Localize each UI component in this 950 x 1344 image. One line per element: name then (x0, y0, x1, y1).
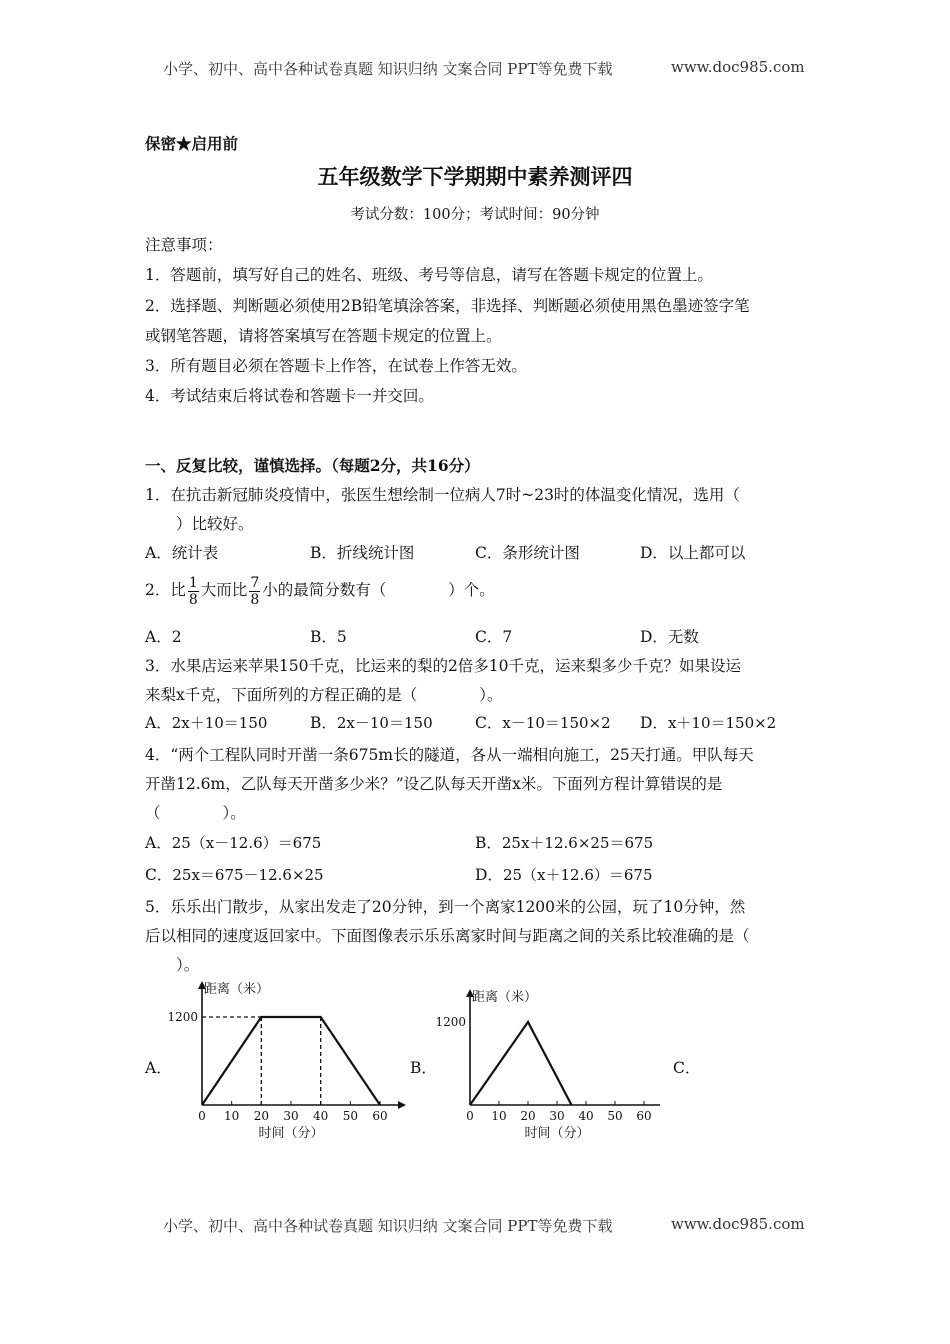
note-item: 3．所有题目必须在答题卡上作答，在试卷上作答无效。 (145, 357, 527, 375)
option-label: A． (145, 834, 172, 852)
equation: 25（x＋12.6）＝675 (502, 866, 653, 884)
chart-a (160, 980, 410, 1150)
q1-option-a[interactable]: A．统计表 (145, 544, 219, 562)
chart-b-x-tick-label: 50 (607, 1109, 623, 1123)
page-title: 五年级数学下学期期中素养测评四 (317, 164, 633, 189)
equation: 25（x－12.6）＝675 (171, 834, 322, 852)
chart-a-x-tick-label: 60 (372, 1109, 388, 1123)
section-heading: 一、反复比较，谨慎选择。（每题2分，共16分） (145, 456, 480, 475)
option-label: D． (640, 714, 668, 732)
q5-option-a[interactable]: A． (145, 1059, 172, 1077)
q4-option-d[interactable] (475, 863, 653, 885)
chart-b-x-axis-label: 时间（分） (524, 1126, 590, 1141)
exam-info: 考试分数：100分；考试时间：90分钟 (350, 207, 600, 223)
option-label: D． (475, 866, 503, 884)
q1-stem: 1．在抗击新冠肺炎疫情中，张医生想绘制一位病人7时~23时的体温变化情况，选用（ (145, 486, 740, 504)
equation: x＋10＝150×2 (667, 714, 777, 732)
q4-stem-cont: （ ）。 (145, 804, 246, 822)
q2-option-a[interactable]: A．2 (145, 628, 182, 646)
q2-text-3: 小的最简分数有（ ）个。 (262, 581, 495, 599)
chart-b-x-tick-label: 30 (549, 1109, 565, 1123)
confidential-label: 保密★启用前 (145, 134, 239, 153)
equation: 2x－10＝150 (336, 714, 433, 732)
chart-a-x-tick-label: 20 (253, 1109, 269, 1123)
q4-stem-cont: 开凿12.6m，乙队每天开凿多少米？”设乙队每天开凿x米。下面列方程计算错误的是 (145, 775, 723, 793)
chart-a-y-tick-label: 1200 (167, 1010, 198, 1024)
q5-option-c[interactable]: C． (673, 1059, 701, 1077)
note-item: 4．考试结束后将试卷和答题卡一并交回。 (145, 387, 434, 405)
chart-b-y-tick-label: 1200 (435, 1015, 466, 1029)
chart-b-x-tick-label: 60 (636, 1109, 652, 1123)
chart-a-x-tick-label: 40 (313, 1109, 329, 1123)
option-label: C． (475, 714, 503, 732)
chart-a-x-tick-label: 0 (198, 1109, 206, 1123)
notes-heading: 注意事项： (145, 236, 223, 254)
option-label: B． (475, 834, 502, 852)
header-url[interactable]: www.doc985.com (671, 58, 805, 76)
header-text: 小学、初中、高中各种试卷真题 知识归纳 文案合同 PPT等免费下载 (163, 60, 613, 78)
chart-b-x-tick-label: 0 (466, 1109, 474, 1123)
chart-b-x-tick-label: 40 (578, 1109, 594, 1123)
fraction-one-eighth (188, 575, 199, 608)
option-label: B． (310, 714, 337, 732)
footer-text: 小学、初中、高中各种试卷真题 知识归纳 文案合同 PPT等免费下载 (163, 1217, 613, 1235)
q5-stem: 5．乐乐出门散步，从家出发走了20分钟，到一个离家1200米的公园，玩了10分钟，然 (145, 898, 746, 916)
frac1-denominator: 8 (188, 591, 198, 608)
q4-stem: 4．“两个工程队同时开凿一条675m长的隧道，各从一端相向施工，25天打通。甲队每天 (145, 746, 754, 764)
q4-option-b[interactable] (475, 831, 653, 853)
chart-a-y-axis-label: 距离（米） (204, 982, 270, 997)
q5-option-b[interactable]: B． (410, 1059, 437, 1077)
q1-stem-cont: ）比较好。 (176, 515, 254, 533)
q2-option-b[interactable]: B．5 (310, 628, 347, 646)
frac2-numerator: 7 (250, 574, 260, 591)
option-label: A． (145, 714, 172, 732)
q2-text-1: 2．比 (145, 581, 186, 599)
equation: 25x＝675－12.6×25 (172, 866, 324, 884)
footer-url[interactable]: www.doc985.com (671, 1215, 805, 1233)
q3-option-a[interactable] (145, 711, 267, 733)
note-item: 或钢笔答题，请将答案填写在答题卡规定的位置上。 (145, 327, 502, 345)
chart-b-series-line (470, 1022, 572, 1105)
q3-option-b[interactable] (310, 711, 433, 733)
equation: 25x＋12.6×25＝675 (501, 834, 654, 852)
chart-a-x-tick-label: 30 (283, 1109, 299, 1123)
q2-stem (145, 568, 495, 612)
chart-a-x-axis-arrow (398, 1101, 406, 1109)
chart-b-x-tick-label: 10 (491, 1109, 507, 1123)
q2-option-c[interactable]: C．7 (475, 628, 513, 646)
frac2-denominator: 8 (250, 591, 260, 608)
equation: 2x＋10＝150 (171, 714, 268, 732)
fraction-seven-eighths (249, 575, 260, 608)
chart-b-y-axis-label: 距离（米） (472, 990, 538, 1005)
chart-a-plot (167, 981, 406, 1141)
equation: x－10＝150×2 (502, 714, 611, 732)
chart-a-x-tick-label: 10 (224, 1109, 240, 1123)
q4-option-a[interactable] (145, 831, 321, 853)
q3-option-d[interactable] (640, 711, 776, 733)
chart-b-x-tick-label: 20 (520, 1109, 536, 1123)
q2-text-2: 大而比 (200, 581, 248, 599)
q5-stem-cont: 后以相同的速度返回家中。下面图像表示乐乐离家时间与距离之间的关系比较准确的是（ (145, 927, 750, 945)
chart-a-x-axis-label: 时间（分） (258, 1126, 324, 1141)
q3-stem-cont: 来梨x千克，下面所列的方程正确的是（ ）。 (145, 686, 503, 704)
q5-stem-cont: ）。 (176, 956, 200, 974)
q1-option-c[interactable]: C．条形统计图 (475, 544, 580, 562)
note-item: 2．选择题、判断题必须使用2B铅笔填涂答案，非选择、判断题必须使用黑色墨迹签字笔 (145, 297, 750, 315)
note-item: 1．答题前，填写好自己的姓名、班级、考号等信息，请写在答题卡规定的位置上。 (145, 266, 713, 284)
chart-a-x-tick-label: 50 (342, 1109, 358, 1123)
q2-option-d[interactable]: D．无数 (640, 628, 699, 646)
q1-option-b[interactable]: B．折线统计图 (310, 544, 415, 562)
frac1-numerator: 1 (188, 574, 198, 591)
chart-b (430, 985, 660, 1150)
q4-option-c[interactable] (145, 863, 324, 885)
q3-stem: 3．水果店运来苹果150千克，比运来的梨的2倍多10千克，运来梨多少千克？如果设运 (145, 657, 742, 675)
q1-option-d[interactable]: D．以上都可以 (640, 544, 746, 562)
chart-a-series-line (202, 1017, 380, 1105)
option-label: C． (145, 866, 173, 884)
chart-b-plot (435, 989, 660, 1141)
q3-option-c[interactable] (475, 711, 611, 733)
